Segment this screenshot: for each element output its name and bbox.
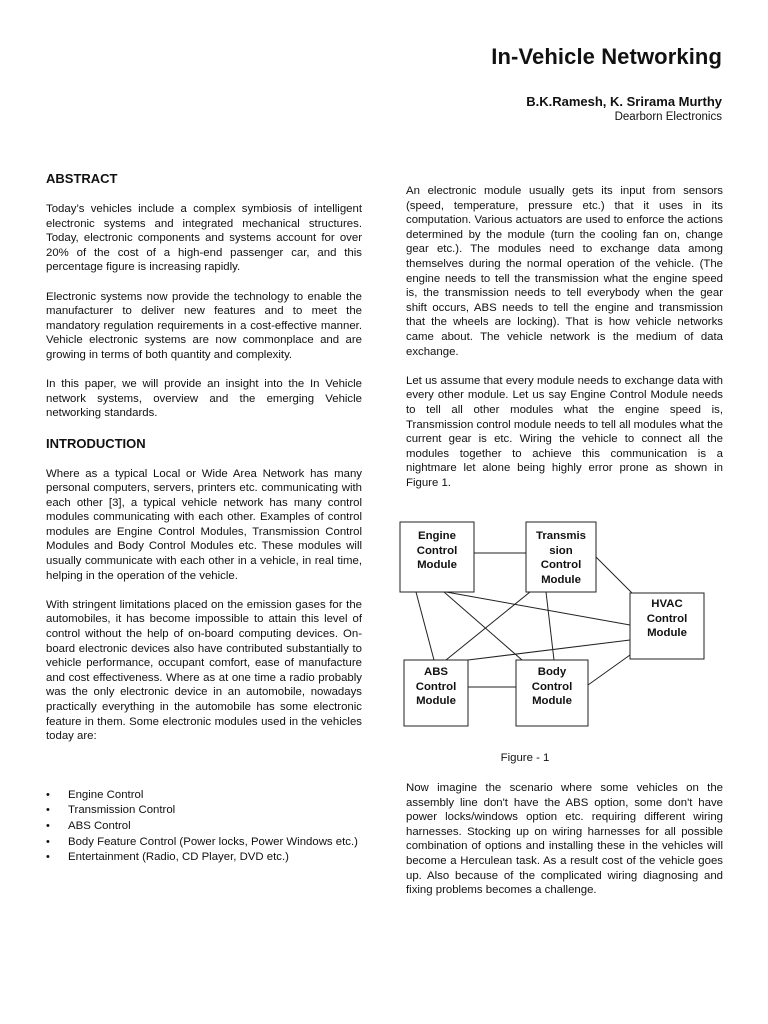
- bullet-item: • Transmission Control: [46, 803, 362, 818]
- engine-module-label: Engine Control Module: [416, 530, 458, 572]
- abs-module-label: ABS Control Module: [415, 666, 457, 708]
- paper-title: In-Vehicle Networking: [491, 44, 722, 69]
- bullet-item: • Body Feature Control (Power locks, Power Windows etc.): [46, 835, 362, 850]
- paper-affiliation: Dearborn Electronics: [614, 111, 722, 123]
- body-module-label: Body Control Module: [531, 666, 573, 708]
- right-paragraph-2: Let us assume that every module needs to exchange data with every other module. Let us say Engine Control Module needs to tell all other modules what the engine speed is, Transmission control module needs to tell all modules what the current gear is etc. Wiring the vehicle to connect all the modules together to achieve this communication is a nightmare let alone being highly error prone as shown in Figure 1.: [406, 374, 723, 489]
- right-column-bottom: [406, 781, 723, 912]
- introduction-heading: INTRODUCTION: [46, 435, 146, 451]
- abstract-paragraph-1: Today’s vehicles include a complex symbiosis of intelligent electronic systems and integrated mechanical structures. Today, electronic components and systems account for over 20% of the cost of a high-end passenger car, and this percentage figure is increasing rapidly.: [46, 203, 362, 274]
- abstract-paragraph-3: In this paper, we will provide an insight into the In Vehicle network systems, overview and the emerging Vehicle networking standards.: [46, 378, 362, 420]
- bullet-item: • Engine Control: [46, 788, 362, 803]
- bullet-item: • ABS Control: [46, 819, 362, 834]
- wire-transmission-abs: [446, 592, 530, 660]
- figure-1-caption: Figure - 1: [500, 752, 550, 764]
- bullet-item: • Entertainment (Radio, CD Player, DVD etc.): [46, 850, 362, 865]
- module-bullet-list: [46, 788, 362, 865]
- paper-authors: B.K.Ramesh, K. Srirama Murthy: [526, 94, 722, 109]
- abstract-heading: ABSTRACT: [46, 171, 118, 186]
- wire-engine-hvac: [446, 592, 630, 625]
- right-column-top: [406, 184, 723, 505]
- right-paragraph-1: An electronic module usually gets its input from sensors (speed, temperature, pressure etc.) that it uses in its computation. Various actuators are used to enforce the actions determined by the module (turn the cooling fan on, change gear etc.). The modules need to exchange data among themselves during the normal operation of the vehicle. (The engine needs to tell the transmission what the engine speed is, the transmission needs to tell everybody when the gear shift occurs, ABS needs to tell the engine and transmission that the wheels are locking). That is how vehicle networks came about. The vehicle network is the medium of data exchange.: [406, 185, 723, 358]
- introduction-paragraph-2: With stringent limitations placed on the emission gases for the automobiles, it has become impossible to attain this level of control without the help of on-board computing devices. On-board electronic devices also have contributed substantially to vehicle performance, occupant comfort, ease of manufacture and cost effectiveness. Where as at one time a radio probably was the only electronic device in an automobile, nowadays practically everything in the automobile has some electronic feature in them. Some electronic modules used in the vehicles today are:: [46, 598, 362, 743]
- figure-1-diagram: [396, 515, 720, 745]
- wire-engine-body: [444, 592, 522, 660]
- introduction-paragraph-1: Where as a typical Local or Wide Area Network has many personal computers, servers, printers etc. communicating with each other [3], a typical vehicle network has many control modules communicating with each other. Examples of control modules are Engine Control Modules, Transmission Control Modules and Body Control Modules etc. These modules will usually communicate with each other in a vehicle, in real time, helping in the operation of the vehicle.: [46, 467, 362, 582]
- right-paragraph-3: Now imagine the scenario where some vehicles on the assembly line don't have the ABS option, some don't have power locks/windows option etc. requiring different wiring harnesses. Stocking up on wiring harnesses for all possible combination of options and installing these in the vehicles will become a Herculean task. As a result cost of the vehicle goes up. Also because of the complicated wiring diagnosing and fixing problems becomes a challenge.: [406, 782, 723, 897]
- wire-hvac-body: [588, 655, 630, 685]
- wire-engine-abs: [416, 592, 434, 660]
- transmission-module-label: Transmis sion Control Module: [535, 530, 587, 586]
- wire-hvac-abs: [468, 640, 630, 660]
- abstract-paragraph-2: Electronic systems now provide the technology to enable the manufacturer to deliver new features and to meet the mandatory regulation requirements in a cost-effective manner. Vehicle electronic systems are now commonplace and are growing in terms of both quantity and complexity.: [46, 290, 362, 361]
- hvac-module-label: HVAC Control Module: [646, 598, 688, 640]
- wire-transmission-hvac: [594, 555, 634, 595]
- left-column: [46, 171, 362, 866]
